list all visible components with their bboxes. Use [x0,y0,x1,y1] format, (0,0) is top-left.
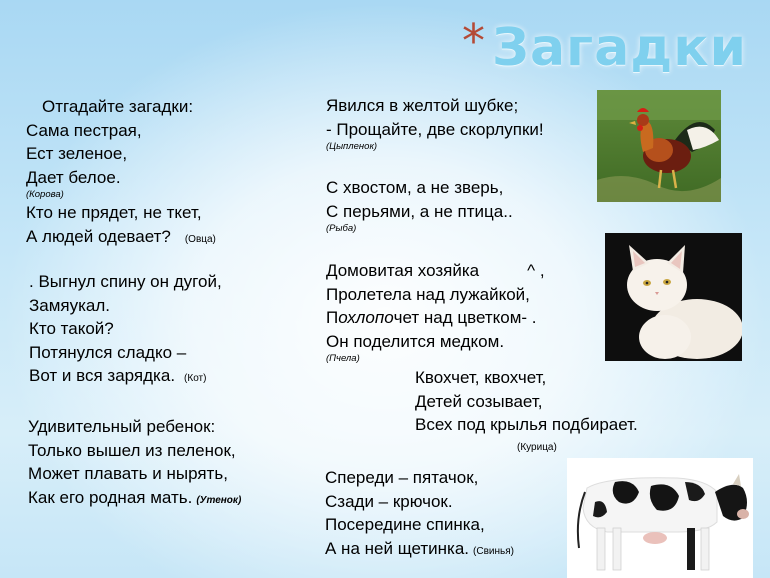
title-marker: * [462,14,485,68]
riddles-heading: Отгадайте загадки: [42,97,194,116]
riddle-fish: С хвостом, а не зверь, С перьями, а не птица.. (Рыба) [326,178,513,234]
riddle-cat: . Выгнул спину он дугой, Замяукал. Кто такой? Потянулся сладко – Вот и вся зарядка. (Кот) [29,272,222,385]
answer-sheep: (Овца) [184,233,216,245]
answer-cat: (Кот) [184,373,207,384]
rooster-photo [597,90,721,202]
answer-fish: (Рыба) [326,223,357,234]
slide-title: Загадки [492,18,748,78]
riddle-sheep: Кто не прядет, не ткет, А людей одевает? (Овца) [26,203,216,246]
answer-duckling: (Утенок) [196,494,242,506]
white-cat-photo [605,233,742,361]
riddle-cow: Отгадайте загадки: Сама пестрая, Ест зеленое, Дает белое. (Корова) [26,97,194,200]
answer-hen: (Курица) [517,442,557,453]
riddle-pig: Спереди – пятачок, Сзади – крючок. Посередине спинка, А на ней щетинка. (Свинья) [325,468,514,558]
riddle-hen: Квохчет, квохчет, Детей созывает, Всех под крылья подбирает. [415,368,638,434]
riddle-duckling: Удивительный ребенок: Только вышел из пеленок, Может плавать и нырять, Как его родная мать. (Утенок) [28,417,242,507]
answer-pig: (Свинья) [473,545,514,557]
riddle-chick: Явился в желтой шубке; - Прощайте, две скорлупки! (Цыпленок) [326,96,544,152]
answer-bee: (Пчела) [326,353,360,364]
answer-chick: (Цыпленок) [326,141,378,152]
riddle-bee: Домовитая хозяйка ^ , Пролетела над лужайкой, Похлопочет над цветком- . Он поделится медком. (Пчела) [326,261,545,364]
answer-cow: (Корова) [26,189,64,200]
cow-photo [567,458,753,578]
